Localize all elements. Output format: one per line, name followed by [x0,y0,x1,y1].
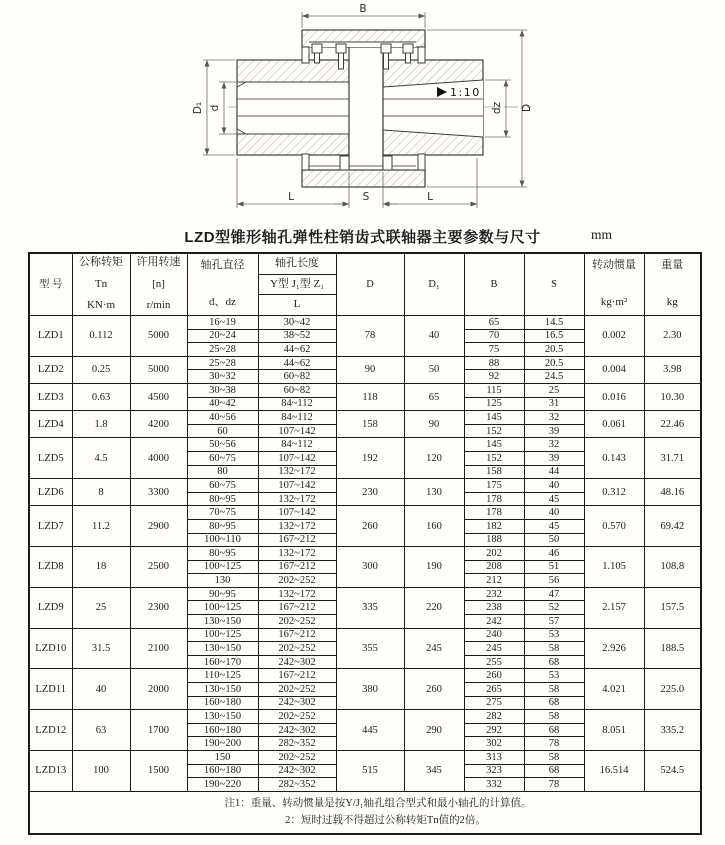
cell-bore-length: 167~212 [258,601,336,615]
cell-B: 265 [464,683,524,697]
dim-label-l-right: L [427,191,433,203]
cell-B: 178 [464,492,524,506]
cell-weight: 10.30 [644,383,701,410]
cell-bore-diameter: 40~42 [187,397,258,411]
cell-B: 238 [464,601,524,615]
cell-S: 16.5 [524,329,584,343]
cell-D1: 130 [404,479,464,506]
cell-D: 260 [336,506,404,547]
cell-speed: 4200 [130,411,187,438]
cell-S: 53 [524,628,584,642]
cell-B: 332 [464,778,524,792]
cell-bore-length: 107~142 [258,479,336,493]
cell-bore-length: 38~52 [258,329,336,343]
cell-S: 39 [524,424,584,438]
cell-weight: 108.8 [644,547,701,588]
cell-D: 118 [336,383,404,410]
cell-S: 51 [524,560,584,574]
cell-D1: 190 [404,547,464,588]
cell-weight: 188.5 [644,628,701,669]
coupling-drawing [0,0,725,225]
cell-B: 212 [464,574,524,588]
cell-B: 175 [464,479,524,493]
cell-inertia: 0.143 [584,438,644,479]
cell-model: LZD8 [29,547,72,588]
cell-bore-length: 242~302 [258,764,336,778]
cell-torque: 63 [72,710,130,751]
table-row [29,628,701,642]
cell-B: 275 [464,696,524,710]
cell-torque: 0.63 [72,383,130,410]
cell-B: 152 [464,451,524,465]
cell-S: 46 [524,547,584,561]
table-row [29,316,701,330]
cell-S: 20.5 [524,343,584,357]
cell-S: 58 [524,683,584,697]
cell-speed: 4500 [130,383,187,410]
dim-label-l-left: L [288,191,294,203]
cell-B: 65 [464,316,524,330]
table-row [29,547,701,561]
cell-model: LZD4 [29,411,72,438]
cell-S: 31 [524,397,584,411]
cell-B: 178 [464,506,524,520]
cell-inertia: 4.021 [584,669,644,710]
cell-bore-diameter: 30~38 [187,383,258,397]
cell-model: LZD11 [29,669,72,710]
cell-B: 208 [464,560,524,574]
cell-torque: 25 [72,587,130,628]
parameters-table [28,252,702,835]
cell-S: 57 [524,615,584,629]
cell-speed: 2000 [130,669,187,710]
cell-model: LZD5 [29,438,72,479]
table-row [29,751,701,765]
cell-B: 188 [464,533,524,547]
cell-S: 39 [524,451,584,465]
cell-S: 58 [524,751,584,765]
cell-B: 125 [464,397,524,411]
cell-D1: 65 [404,383,464,410]
cell-S: 68 [524,723,584,737]
cell-S: 40 [524,479,584,493]
cell-bore-diameter: 130 [187,574,258,588]
cell-bore-diameter: 130~150 [187,683,258,697]
cell-B: 302 [464,737,524,751]
cell-bore-diameter: 100~125 [187,601,258,615]
cell-bore-length: 60~82 [258,383,336,397]
cell-D1: 220 [404,587,464,628]
cell-model: LZD7 [29,506,72,547]
cell-bore-length: 242~302 [258,655,336,669]
cell-B: 260 [464,669,524,683]
cell-inertia: 0.004 [584,356,644,383]
cell-bore-length: 282~352 [258,737,336,751]
cell-B: 115 [464,383,524,397]
center-spacer [349,47,383,170]
cell-inertia: 8.051 [584,710,644,751]
cell-D: 300 [336,547,404,588]
cell-weight: 31.71 [644,438,701,479]
cell-inertia: 0.061 [584,411,644,438]
cell-bore-diameter: 100~125 [187,628,258,642]
cell-B: 313 [464,751,524,765]
cell-torque: 18 [72,547,130,588]
cell-model: LZD6 [29,479,72,506]
cell-B: 232 [464,587,524,601]
table-row [29,710,701,724]
cell-bore-length: 132~172 [258,519,336,533]
col-header-weight: 重量 kg [644,253,701,316]
cell-D: 230 [336,479,404,506]
cell-bore-diameter: 60~75 [187,451,258,465]
cell-torque: 4.5 [72,438,130,479]
cell-torque: 31.5 [72,628,130,669]
table-row [29,383,701,397]
cell-bore-length: 242~302 [258,723,336,737]
cell-S: 32 [524,438,584,452]
cell-weight: 524.5 [644,751,701,792]
title-row [0,226,725,248]
note-line-2: 2：短时过载不得超过公称转矩Tn值的2倍。 [285,815,486,827]
cell-bore-length: 242~302 [258,696,336,710]
col-header-D1: D₁ [404,253,464,316]
cell-D: 78 [336,316,404,357]
cell-B: 202 [464,547,524,561]
col-header-inertia: 转动惯量 kg·m² [584,253,644,316]
cell-S: 45 [524,519,584,533]
taper-annotation [433,84,481,99]
cell-B: 70 [464,329,524,343]
cell-D1: 50 [404,356,464,383]
cell-bore-diameter: 80 [187,465,258,479]
cell-speed: 3300 [130,479,187,506]
cell-model: LZD9 [29,587,72,628]
dim-label-D: D [521,103,533,113]
cell-B: 92 [464,370,524,384]
col-header-bore-diameter: 轴孔直径 d、dz [187,253,258,316]
table-row [29,356,701,370]
cell-D: 445 [336,710,404,751]
cell-S: 25 [524,383,584,397]
cell-weight: 225.0 [644,669,701,710]
col-header-B: B [464,253,524,316]
cell-model: LZD3 [29,383,72,410]
table-row [29,479,701,493]
cell-speed: 2500 [130,547,187,588]
cell-weight: 69.42 [644,506,701,547]
dim-label-s: S [362,191,370,203]
cell-bore-diameter: 80~95 [187,519,258,533]
table-row [29,438,701,452]
cell-D1: 90 [404,411,464,438]
cell-bore-diameter: 25~28 [187,343,258,357]
cell-bore-diameter: 160~180 [187,723,258,737]
cell-S: 24.5 [524,370,584,384]
cell-S: 20.5 [524,356,584,370]
cell-bore-length: 167~212 [258,533,336,547]
dim-label-dz: dz [491,101,503,115]
cell-bore-diameter: 100~110 [187,533,258,547]
cell-torque: 8 [72,479,130,506]
col-header-bore-length: 轴孔长度 Y型 J₁型 Z₁ L [258,253,336,316]
cell-inertia: 1.105 [584,547,644,588]
cell-B: 255 [464,655,524,669]
cell-S: 68 [524,655,584,669]
cell-weight: 48.16 [644,479,701,506]
cell-model: LZD13 [29,751,72,792]
cell-weight: 22.46 [644,411,701,438]
cell-bore-length: 44~62 [258,343,336,357]
cell-D: 90 [336,356,404,383]
cell-weight: 335.2 [644,710,701,751]
cell-B: 145 [464,411,524,425]
cell-B: 145 [464,438,524,452]
notes-cell [29,791,701,834]
taper-label: 1:10 [450,86,481,99]
cell-S: 52 [524,601,584,615]
cell-speed: 2100 [130,628,187,669]
cell-bore-diameter: 190~220 [187,778,258,792]
cell-D: 355 [336,628,404,669]
cell-speed: 4000 [130,438,187,479]
cell-D1: 245 [404,628,464,669]
cell-bore-length: 202~252 [258,574,336,588]
cell-S: 53 [524,669,584,683]
cell-S: 50 [524,533,584,547]
cell-S: 45 [524,492,584,506]
cell-bore-diameter: 40~56 [187,411,258,425]
col-header-D: D [336,253,404,316]
table-row [29,587,701,601]
cell-inertia: 2.926 [584,628,644,669]
notes-row [29,791,701,834]
cell-B: 292 [464,723,524,737]
cell-S: 44 [524,465,584,479]
cell-D: 515 [336,751,404,792]
cell-bore-diameter: 160~170 [187,655,258,669]
cell-model: LZD12 [29,710,72,751]
cell-torque: 100 [72,751,130,792]
cell-S: 78 [524,778,584,792]
cell-bore-diameter: 130~150 [187,642,258,656]
cell-torque: 0.112 [72,316,130,357]
cell-bore-diameter: 190~200 [187,737,258,751]
cell-bore-diameter: 30~32 [187,370,258,384]
cell-bore-length: 60~82 [258,370,336,384]
cell-bore-diameter: 80~95 [187,492,258,506]
cell-inertia: 0.016 [584,383,644,410]
cell-bore-length: 282~352 [258,778,336,792]
cell-bore-diameter: 150 [187,751,258,765]
cell-bore-length: 30~42 [258,316,336,330]
col-header-model: 型 号 [29,253,72,316]
cell-B: 88 [464,356,524,370]
unit-label: mm [591,227,613,242]
cell-bore-length: 132~172 [258,547,336,561]
cell-bore-length: 202~252 [258,615,336,629]
cell-bore-length: 132~172 [258,492,336,506]
cell-bore-length: 84~112 [258,397,336,411]
cell-D: 380 [336,669,404,710]
cell-bore-length: 107~142 [258,424,336,438]
cell-model: LZD1 [29,316,72,357]
cell-S: 32 [524,411,584,425]
col-header-speed: 许用转速 [n] r/min [130,253,187,316]
cell-S: 56 [524,574,584,588]
cell-S: 68 [524,764,584,778]
cell-S: 58 [524,710,584,724]
cell-speed: 5000 [130,356,187,383]
col-header-S: S [524,253,584,316]
cell-B: 245 [464,642,524,656]
cell-weight: 157.5 [644,587,701,628]
cell-speed: 1700 [130,710,187,751]
cell-bore-diameter: 160~180 [187,764,258,778]
table-row [29,411,701,425]
cell-bore-length: 202~252 [258,710,336,724]
cell-bore-diameter: 60~75 [187,479,258,493]
cell-D: 158 [336,411,404,438]
cell-D1: 345 [404,751,464,792]
right-hub [383,60,483,155]
cell-bore-length: 107~142 [258,451,336,465]
cell-bore-diameter: 90~95 [187,587,258,601]
cell-B: 240 [464,628,524,642]
cell-speed: 2900 [130,506,187,547]
cell-B: 323 [464,764,524,778]
dim-label-b: B [359,3,367,15]
cell-bore-diameter: 160~180 [187,696,258,710]
cell-inertia: 0.570 [584,506,644,547]
cell-D1: 260 [404,669,464,710]
cell-B: 158 [464,465,524,479]
cell-inertia: 16.514 [584,751,644,792]
cell-B: 75 [464,343,524,357]
cell-bore-length: 132~172 [258,465,336,479]
table-header-row [29,253,701,316]
cell-bore-diameter: 60 [187,424,258,438]
cell-inertia: 0.002 [584,316,644,357]
cell-D: 335 [336,587,404,628]
cell-torque: 11.2 [72,506,130,547]
cell-torque: 40 [72,669,130,710]
cell-D1: 120 [404,438,464,479]
dim-label-d: d [209,104,221,112]
cell-bore-length: 132~172 [258,587,336,601]
cell-bore-diameter: 80~95 [187,547,258,561]
cell-bore-diameter: 25~28 [187,356,258,370]
cell-bore-diameter: 70~75 [187,506,258,520]
cell-bore-length: 202~252 [258,683,336,697]
cell-bore-diameter: 20~24 [187,329,258,343]
cell-torque: 1.8 [72,411,130,438]
table-row [29,506,701,520]
left-hub [237,60,349,155]
cell-speed: 1500 [130,751,187,792]
cell-bore-diameter: 130~150 [187,710,258,724]
cell-weight: 2.30 [644,316,701,357]
cell-model: LZD10 [29,628,72,669]
cell-bore-diameter: 100~125 [187,560,258,574]
cell-bore-diameter: 50~56 [187,438,258,452]
cell-weight: 3.98 [644,356,701,383]
cell-D1: 160 [404,506,464,547]
cell-S: 68 [524,696,584,710]
cell-bore-length: 84~112 [258,411,336,425]
cell-D1: 40 [404,316,464,357]
cell-S: 58 [524,642,584,656]
cell-torque: 0.25 [72,356,130,383]
cell-bore-diameter: 110~125 [187,669,258,683]
cell-B: 152 [464,424,524,438]
cell-speed: 5000 [130,316,187,357]
cell-speed: 2300 [130,587,187,628]
dim-label-d1: D₁ [192,101,204,115]
cell-bore-length: 107~142 [258,506,336,520]
cell-S: 78 [524,737,584,751]
cell-bore-length: 202~252 [258,642,336,656]
cell-B: 182 [464,519,524,533]
cell-S: 40 [524,506,584,520]
cell-inertia: 2.157 [584,587,644,628]
cell-bore-length: 44~62 [258,356,336,370]
cell-bore-length: 84~112 [258,438,336,452]
cell-D: 192 [336,438,404,479]
cell-bore-length: 167~212 [258,669,336,683]
cell-bore-diameter: 130~150 [187,615,258,629]
cell-inertia: 0.312 [584,479,644,506]
note-line-1: 注1：重量、转动惯量是按Y/J₁轴孔组合型式和最小轴孔的计算值。 [224,797,532,809]
cell-B: 242 [464,615,524,629]
cell-D1: 290 [404,710,464,751]
cell-bore-length: 167~212 [258,560,336,574]
page-title: LZD型锥形轴孔弹性柱销齿式联轴器主要参数与尺寸 [184,229,541,246]
cell-S: 14.5 [524,316,584,330]
table-row [29,669,701,683]
col-header-torque: 公称转矩 Tn KN·m [72,253,130,316]
cell-B: 282 [464,710,524,724]
cell-bore-diameter: 16~19 [187,316,258,330]
cell-S: 47 [524,587,584,601]
cell-bore-length: 202~252 [258,751,336,765]
cell-bore-length: 167~212 [258,628,336,642]
cell-model: LZD2 [29,356,72,383]
